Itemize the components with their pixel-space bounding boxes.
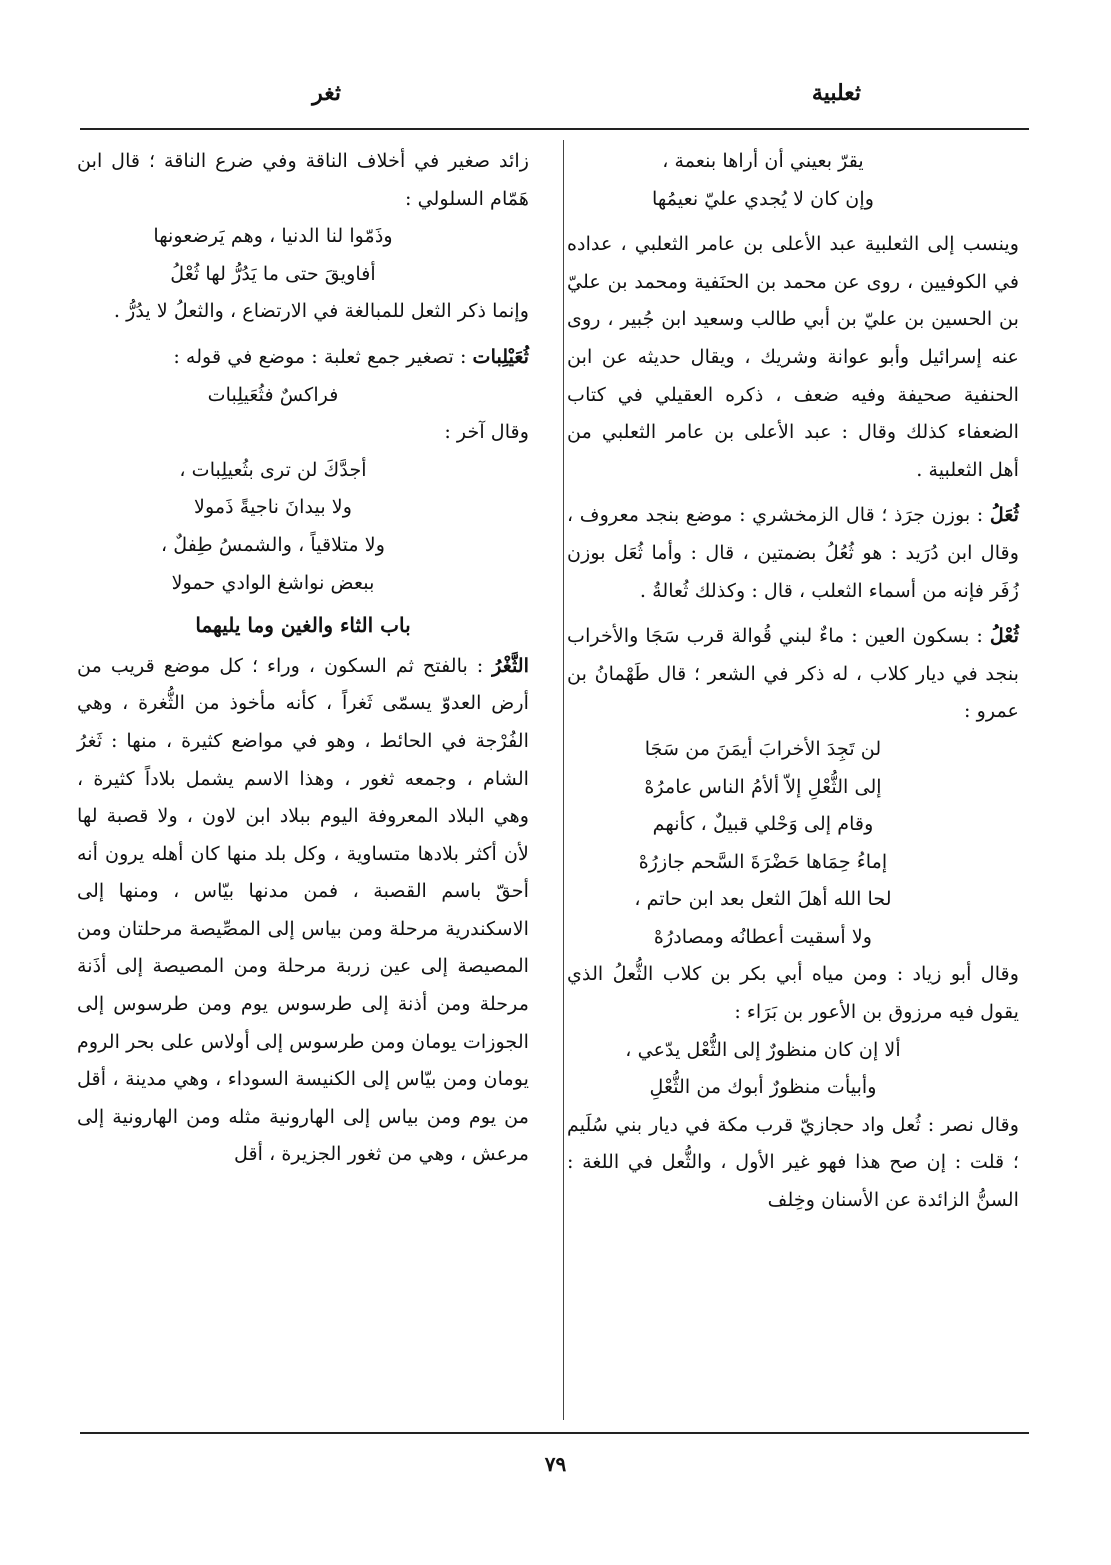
running-head-right: ثعلبية bbox=[811, 80, 861, 106]
verse-line: يقرّ بعيني أن أراها بنعمة ، bbox=[662, 149, 864, 172]
verse-line: إلى الثُّعْلِ إلاّ ألأمُ الناس عامرُهْ bbox=[644, 774, 882, 798]
verse-line: فراكسٌ فثُعَيلِبات bbox=[207, 382, 339, 406]
page-number: ٧٩ bbox=[544, 1452, 567, 1476]
entry-text: : بسكون العين : ماءٌ لبني قُوالة قرب سَجَا والأخراب بنجد في ديار كلاب ، له ذكر في الشعر ؛ قال طَهْمانُ بن عمرو : bbox=[567, 624, 1019, 723]
verse-line: وإن كان لا يُجدي عليّ نعيمُها bbox=[652, 186, 874, 210]
left-column bbox=[77, 142, 529, 1173]
header-rule bbox=[80, 128, 1029, 130]
entry-text: : بوزن جرَذ ؛ قال الزمخشري : موضع بنجد معروف ، وقال ابن دُرَيد : هو ثُعُلُ بضمتين ، قال : وأما ثُعَل بوزن زُفَر فإنه من أسماء الثعلب ، قال : وكذلك ثُعالةُ . bbox=[567, 503, 1019, 602]
verse-line: أفاويقَ حتى ما يَدُرُّ لها ثُعْلُ bbox=[170, 261, 376, 285]
verse-line: ألا إن كان منظورٌ إلى الثُّعْل يدّعي ، bbox=[625, 1037, 901, 1061]
verse-line: ولا بيدانَ ناجيةً ذَمولا bbox=[194, 495, 352, 519]
entry-thul bbox=[567, 617, 1019, 730]
entry-thuaylibat bbox=[77, 338, 529, 376]
entry-headword: الثَّغْرُ bbox=[492, 653, 529, 677]
verse-line: وقام إلى وَحْلي قبيلٌ ، كأنهم bbox=[652, 812, 874, 836]
paragraph: وقال أبو زياد : ومن مياه أبي بكر بن كلاب الثُّعلُ الذي يقول فيه مرزوق بن الأعور بن بَرَاء : bbox=[567, 962, 1019, 1024]
entry-thaghr bbox=[77, 647, 529, 1173]
running-head-left: ثغر bbox=[312, 80, 341, 106]
entry-headword: ثُعَيْلِبات bbox=[472, 344, 529, 368]
column-divider bbox=[563, 140, 564, 1420]
verse-line: لن تَجِدَ الأخرابَ أيمَنَ من سَجَا bbox=[644, 736, 882, 760]
verse-line: ببعض نواشغ الوادي حمولا bbox=[171, 570, 375, 594]
verse-line: إماءُ حِمَاها حَضْرَةَ السَّحم جازرُهْ bbox=[638, 849, 888, 873]
footer-rule bbox=[80, 1432, 1029, 1434]
paragraph: وقال نصر : ثُعل واد حجازيّ قرب مكة في ديار بني سُلَيم ؛ قلت : إن صح هذا فهو غير الأول ، والثُّعل في اللغة : السنُّ الزائدة عن الأسنان وخِلف bbox=[567, 1112, 1019, 1212]
section-heading: باب الثاء والغين وما يليهما bbox=[195, 613, 411, 638]
verse-line: لحا الله أهلَ الثعل بعد ابن حاتم ، bbox=[634, 887, 892, 911]
entry-text: : بالفتح ثم السكون ، وراء ؛ كل موضع قريب من أرض العدوّ يسمّى ثَغراً ، كأنه مأخوذ من الثُّغرة ، وهي الفُرْجة في الحائط ، وهو في مواضع كثيرة ، منها : ثَغرُ الشام ، وجمعه ثغور ، وهذا الاسم يشمل بلاداً كثيرة ، وهي البلاد المعروفة اليوم ببلاد ابن لاون ، ولا قصبة لها لأن أكثر بلادها متساوية ، وكل بلد منها كان أهله يرون أنه أحقّ باسم القصبة ، فمن مدنها بيّاس ، ومنها إلى الاسكندرية مرحلة ومن بياس إلى المصِّيصة مرحلتان ومن المصيصة إلى عين زربة مرحلة ومن المصيصة إلى أذَنة مرحلة ومن أذنة إلى طرسوس يوم ومن طرسوس إلى الجوزات يومان ومن طرسوس إلى أولاس على بحر الروم يومان ومن بيّاس إلى الكنيسة السوداء ، وهي مدينة ، أقل من يوم ومن بياس إلى الهارونية مثله ومن الهارونية إلى مرعش ، وهي من ثغور الجزيرة ، أقل bbox=[77, 653, 529, 1166]
entry-headword: ثُعَلُ bbox=[989, 503, 1019, 527]
right-column bbox=[567, 142, 1019, 1219]
verse-line: أجدَّكَ لن ترى بثُعيلِبات ، bbox=[179, 457, 367, 481]
verse-line: ولا متلاقياً ، والشمسُ طِفلٌ ، bbox=[160, 532, 386, 556]
entry-thual bbox=[567, 496, 1019, 609]
entry-headword: ثُعْلُ bbox=[989, 624, 1019, 648]
paragraph: وقال آخر : bbox=[444, 420, 529, 444]
entry-text: : تصغير جمع ثعلبة : موضع في قوله : bbox=[173, 344, 467, 368]
verse-line: وذَمّوا لنا الدنيا ، وهم يَرضعونها bbox=[153, 224, 393, 248]
verse-line: ولا أسقيت أعطانُه ومصادرُهْ bbox=[653, 924, 873, 948]
verse-line: وأبيأت منظورٌ أبوك من الثُّعْلِ bbox=[649, 1075, 877, 1099]
paragraph: زائد صغير في أخلاف الناقة وفي ضرع الناقة ؛ قال ابن هَمّام السلولي : bbox=[77, 149, 529, 210]
paragraph: وينسب إلى الثعلبية عبد الأعلى بن عامر الثعلبي ، عداده في الكوفيين ، روى عن محمد بن الحنَفية ومحمد بن عليّ بن الحسين بن عليّ بن أبي طالب وسعيد ابن جُبير ، روى عنه إسرائيل وأبو عوانة وشريك ، ويقال حديثه عن ابن الحنفية صحيفة وفيه ضعف ، ذكره العقيلي في كتاب الضعفاء كذلك وقال : عبد الأعلى بن عامر الثعلبي من أهل الثعلبية . bbox=[567, 232, 1019, 481]
paragraph: وإنما ذكر الثعل للمبالغة في الارتضاع ، والثعلُ لا يدُرُّ . bbox=[113, 299, 529, 323]
